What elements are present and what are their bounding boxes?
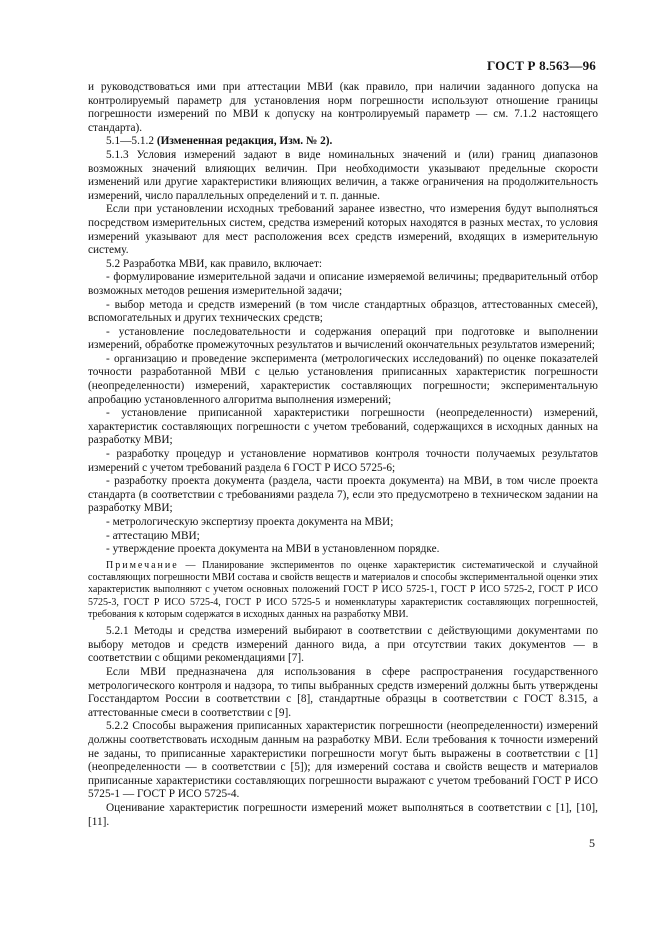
document-body [88, 81, 598, 829]
paragraph: 5.1.3 Условия измерений задают в виде номинальных значений и (или) границ диапазонов возможных значений влияющих величин. При необходимости указывают предельные скорости изменений или другие характеристики влияющих величин, а также ограничения на продолжительность измерений, число параллельных определений и т. п. данные. [88, 148, 598, 202]
paragraph: Если МВИ предназначена для использования в сфере распространения государственного метрологического контроля и надзора, то типы выбранных средств измерений должны быть утверждены Госстандартом России в соответствии с [8], стандартные образцы в соответствии с ГОСТ 8.315, а аттестованные смеси в соответствии с [9]. [88, 666, 598, 719]
paragraph: и руководствоваться ими при аттестации МВИ (как правило, при наличии заданного допуска на контролируемый параметр для установления норм погрешности используют отношение границы погрешности измерений по МВИ к допуску на контролируемый параметр — см. 7.1.2 настоящего стандарта). [88, 81, 598, 134]
list-item: - аттестацию МВИ; [106, 529, 200, 542]
paragraph: Оценивание характеристик погрешности измерений может выполняться в соответствии с [1], [10], [11]. [88, 801, 598, 828]
list-item: - организацию и проведение эксперимента (метрологических исследований) по оценке показателей точности разработанной МВИ с целью установления приписанных характеристик погрешности (неопределенности) измерений, характеристик составляющих погрешности; экспериментальную апробацию установленного алгоритма выполнения измерений; [88, 352, 598, 406]
paragraph: 5.2.2 Способы выражения приписанных характеристик погрешности (неопределенности) измерений должны соответствовать исходным данным на разработку МВИ. Если требования к точности измерений не заданы, то приписанные характеристики погрешности могут быть выражены в соответствии с [1] (неопределенности — в соответствии с [5]); для измерений состава и свойств веществ и материалов приписанные характеристики составляющих погрешности выражают с учетом требований ГОСТ Р ИСО 5725-1 — ГОСТ Р ИСО 5725-4. [88, 720, 598, 801]
amendment-clause-range: 5.1—5.1.2 [106, 135, 155, 148]
paragraph: 5.2.1 Методы и средства измерений выбирают в соответствии с действующими документами по выбору методов и средств измерений данного вида, а при отсутствии таких документов — в соответствии с общими рекомендациями [7]. [88, 625, 598, 665]
page-number: 5 [589, 836, 595, 850]
note-paragraph [88, 560, 598, 621]
note-label: Примечание [106, 559, 179, 571]
list-item: - метрологическую экспертизу проекта документа на МВИ; [106, 516, 394, 528]
note-text: — Планирование экспериментов по оценке характеристик систематической и случайной составляющих погрешности МВИ состава и свойств веществ и материалов и способы экспериментальной оценки этих характеристик выполняют с учетом основных положений ГОСТ Р ИСО 5725-1, ГОСТ Р ИСО 5725-2, ГОСТ Р ИСО 5725-3, ГОСТ Р ИСО 5725-4, ГОСТ Р ИСО 5725-5 и номенклатуры характеристик составляющих погрешностей, требования к которым содержатся в исходных данных на разработку МВИ. [88, 559, 598, 620]
standard-code-header: ГОСТ Р 8.563—96 [487, 58, 596, 73]
paragraph: Если при установлении исходных требований заранее известно, что измерения будут выполняться посредством измерительных систем, средства измерений которых находятся в разных местах, то условия измерений указывают для мест расположения всех средств измерений, входящих в измерительную систему. [88, 203, 598, 257]
amendment-text: (Измененная редакция, Изм. № 2). [156, 135, 333, 148]
list-item: - выбор метода и средств измерений (в том числе стандартных образцов, аттестованных смесей), вспомогательных и других технических средств; [88, 298, 598, 325]
list-item: - установление приписанной характеристики погрешности (неопределенности) измерений, характеристик составляющих погрешности с учетом требований, содержащихся в исходных данных на разработку МВИ; [88, 407, 598, 447]
list-item: - разработку процедур и установление нормативов контроля точности получаемых результатов измерений с учетом требований раздела 6 ГОСТ Р ИСО 5725-6; [88, 448, 598, 474]
list-item: - разработку проекта документа (раздела, части проекта документа) на МВИ, в том числе проекта стандарта (в соответствии с требованиями раздела 7), если это предусмотрено в техническом задании на разработку МВИ; [88, 475, 598, 515]
paragraph: 5.2 Разработка МВИ, как правило, включает: [106, 257, 323, 270]
list-item: - установление последовательности и содержания операций при подготовке и выполнении измерений, обработке промежуточных результатов и вычислений окончательных результатов измерений; [88, 325, 598, 352]
amendment-note [88, 135, 598, 149]
list-item: - утверждение проекта документа на МВИ в установленном порядке. [106, 543, 440, 556]
list-item: - формулирование измерительной задачи и описание измеряемой величины; предварительный отбор возможных методов решения измерительной задачи; [88, 271, 598, 297]
